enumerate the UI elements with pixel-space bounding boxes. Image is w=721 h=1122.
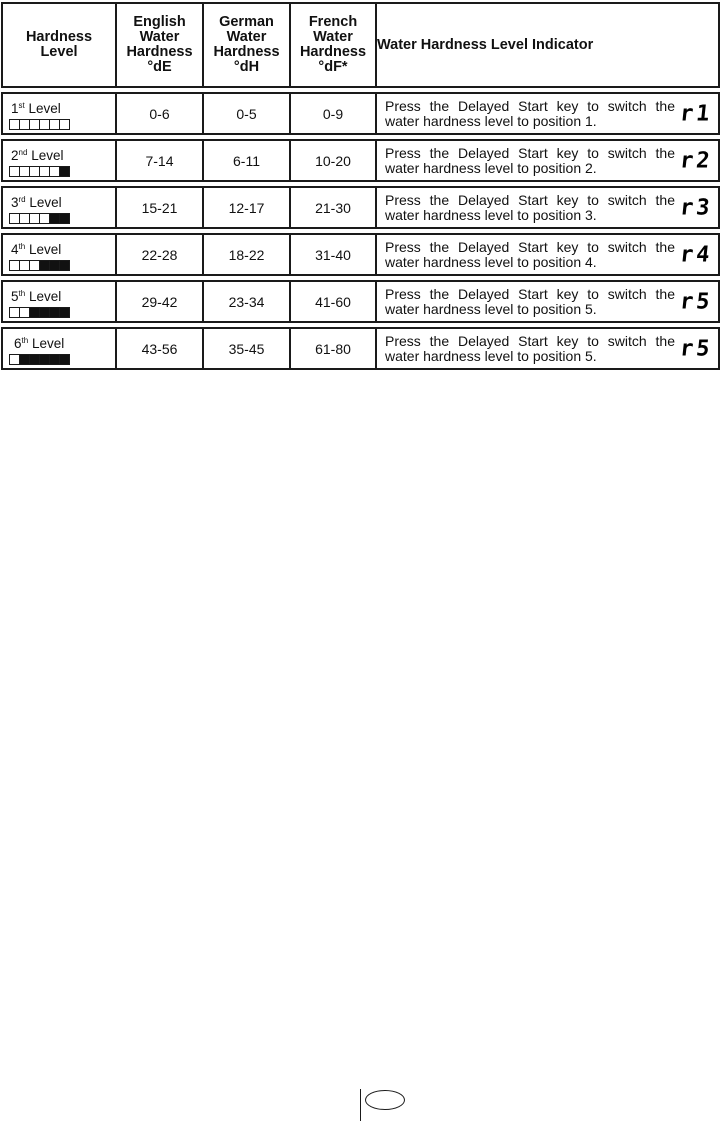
french-hardness-value: 21-30 — [289, 186, 375, 229]
level-ordinal-suffix: st — [18, 100, 25, 110]
header-english-line: Water — [139, 29, 180, 45]
indicator-instruction: Press the Delayed Start key to switch the water hardness level to position 2. — [385, 145, 675, 176]
level-number: 5 — [11, 288, 19, 304]
level-label — [11, 146, 115, 163]
indicator-instruction: Press the Delayed Start key to switch the water hardness level to position 5. — [385, 333, 675, 364]
level-cell — [1, 280, 115, 323]
level-box-indicator — [9, 307, 115, 318]
level-cell — [1, 139, 115, 182]
level-box-indicator — [9, 119, 115, 130]
display-readout: r1 — [678, 101, 714, 126]
level-box-indicator — [9, 166, 115, 177]
level-box-indicator — [9, 354, 115, 365]
header-french-unit: °dF* — [318, 59, 348, 75]
indicator-instruction: Press the Delayed Start key to switch the water hardness level to position 4. — [385, 239, 675, 270]
header-german-line: Hardness — [213, 44, 280, 60]
level-cell — [1, 92, 115, 135]
german-hardness-value: 12-17 — [202, 186, 289, 229]
level-ordinal-suffix: th — [18, 288, 26, 298]
indicator-instruction: Press the Delayed Start key to switch the water hardness level to position 5. — [385, 286, 675, 317]
level-label — [11, 287, 115, 304]
indicator-cell — [375, 186, 720, 229]
header-german-unit: °dH — [233, 59, 260, 75]
table-body — [1, 92, 720, 370]
level-box-filled — [59, 354, 70, 365]
level-word: Level — [28, 241, 62, 257]
level-ordinal-suffix: th — [21, 335, 29, 345]
english-hardness-value: 22-28 — [115, 233, 202, 276]
german-hardness-value: 0-5 — [202, 92, 289, 135]
indicator-instruction: Press the Delayed Start key to switch the water hardness level to position 3. — [385, 192, 675, 223]
header-german — [202, 2, 289, 88]
level-box-indicator — [9, 260, 115, 271]
header-english-line: English — [133, 14, 186, 30]
indicator-cell — [375, 327, 720, 370]
level-number: 2 — [11, 147, 19, 163]
display-readout: r2 — [678, 148, 714, 173]
english-hardness-value: 0-6 — [115, 92, 202, 135]
table-row — [1, 327, 720, 370]
header-french-line: French — [308, 14, 358, 30]
german-hardness-value: 18-22 — [202, 233, 289, 276]
indicator-cell — [375, 139, 720, 182]
french-hardness-value: 41-60 — [289, 280, 375, 323]
level-box-filled — [59, 166, 70, 177]
level-box-empty — [59, 119, 70, 130]
water-hardness-table — [1, 0, 720, 374]
header-german-line: Water — [226, 29, 267, 45]
footer-divider — [360, 1089, 361, 1121]
table-row — [1, 233, 720, 276]
level-word: Level — [31, 147, 64, 163]
level-ordinal-suffix: nd — [18, 147, 28, 157]
level-label — [11, 240, 115, 257]
level-cell — [1, 186, 115, 229]
french-hardness-value: 31-40 — [289, 233, 375, 276]
header-english-line: Hardness — [126, 44, 193, 60]
table-row — [1, 139, 720, 182]
german-hardness-value: 6-11 — [202, 139, 289, 182]
german-hardness-value: 23-34 — [202, 280, 289, 323]
level-word: Level — [28, 100, 61, 116]
french-hardness-value: 10-20 — [289, 139, 375, 182]
english-hardness-value: 43-56 — [115, 327, 202, 370]
header-indicator-label: Water Hardness Level Indicator — [377, 36, 594, 53]
header-hardness-level — [1, 2, 115, 88]
display-readout: r5 — [678, 336, 714, 361]
header-french-line: Water — [313, 29, 353, 45]
level-ordinal-suffix: rd — [18, 194, 26, 204]
level-number: 1 — [11, 100, 19, 116]
indicator-cell — [375, 280, 720, 323]
header-english — [115, 2, 202, 88]
level-ordinal-suffix: th — [18, 241, 26, 251]
german-hardness-value: 35-45 — [202, 327, 289, 370]
level-number: 4 — [11, 241, 19, 257]
level-box-filled — [59, 213, 70, 224]
display-readout: r5 — [678, 289, 714, 314]
header-french — [289, 2, 375, 88]
french-hardness-value: 61-80 — [289, 327, 375, 370]
level-word: Level — [29, 194, 62, 210]
table-row — [1, 92, 720, 135]
header-german-line: German — [219, 14, 274, 30]
level-box-filled — [59, 307, 70, 318]
header-row — [1, 2, 720, 88]
level-number: 3 — [11, 194, 19, 210]
display-readout: r3 — [678, 195, 714, 220]
level-label — [11, 193, 115, 210]
level-word: Level — [31, 335, 65, 351]
display-readout: r4 — [678, 242, 714, 267]
indicator-instruction: Press the Delayed Start key to switch the water hardness level to position 1. — [385, 98, 675, 129]
language-badge-oval — [365, 1090, 405, 1110]
level-label — [11, 99, 115, 116]
level-cell — [1, 233, 115, 276]
english-hardness-value: 29-42 — [115, 280, 202, 323]
level-word: Level — [28, 288, 62, 304]
table-row — [1, 186, 720, 229]
header-french-line: Hardness — [299, 44, 367, 60]
indicator-cell — [375, 92, 720, 135]
english-hardness-value: 7-14 — [115, 139, 202, 182]
english-hardness-value: 15-21 — [115, 186, 202, 229]
french-hardness-value: 0-9 — [289, 92, 375, 135]
header-indicator — [375, 2, 720, 88]
level-box-filled — [59, 260, 70, 271]
header-hardness-level-label: Hardness Level — [25, 29, 93, 60]
table-row — [1, 280, 720, 323]
level-label — [14, 334, 115, 351]
level-cell — [1, 327, 115, 370]
header-english-unit: °dE — [147, 59, 172, 75]
level-box-indicator — [9, 213, 115, 224]
indicator-cell — [375, 233, 720, 276]
level-number: 6 — [14, 335, 22, 351]
